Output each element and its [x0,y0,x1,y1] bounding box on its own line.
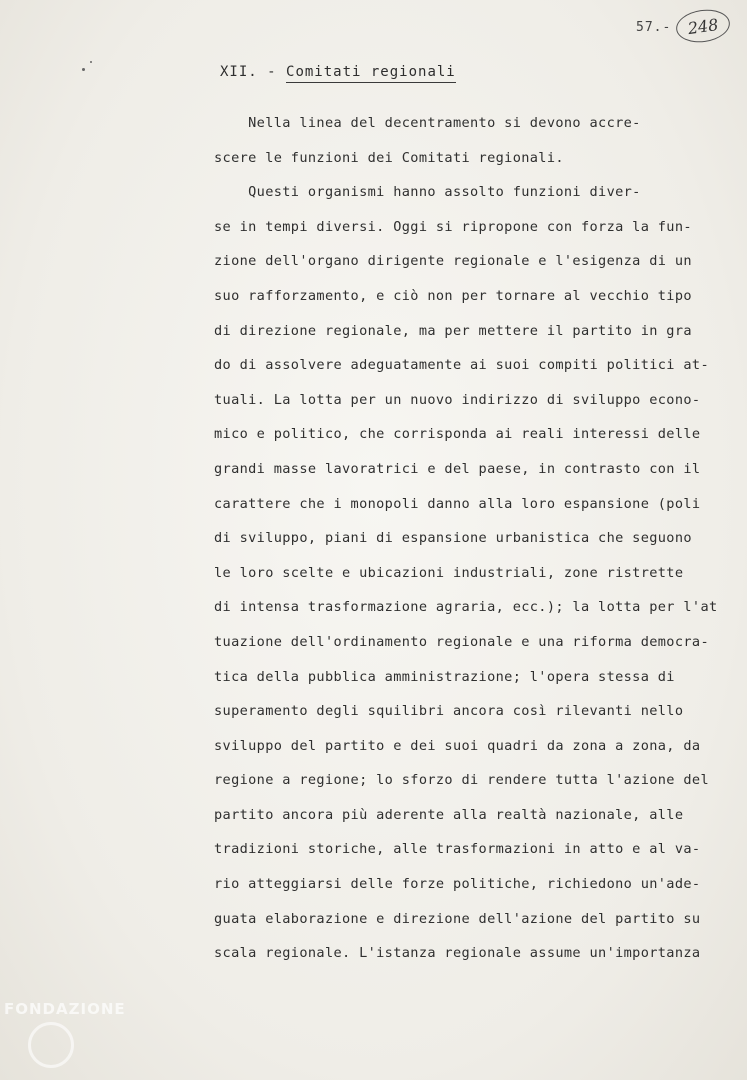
text-line: suo rafforzamento, e ciò non per tornare al vecchio tipo [214,287,692,304]
text-line: se in tempi diversi. Oggi si ripropone con forza la fun- [214,218,692,235]
ink-speck [82,68,85,71]
text-line: scala regionale. L'istanza regionale assume un'importanza [214,945,701,962]
text-line: di sviluppo, piani di espansione urbanistica che seguono [214,530,692,547]
text-line: do di assolvere adeguatamente ai suoi compiti politici at- [214,357,709,374]
text-line: zione dell'organo dirigente regionale e l'esigenza di un [214,253,692,270]
archive-number-stamp [674,6,732,45]
text-line: di intensa trasformazione agraria, ecc.); la lotta per l'at [214,599,718,616]
section-title: Comitati regionali [286,64,456,83]
text-line: sviluppo del partito e dei suoi quadri da zona a zona, da [214,737,701,754]
text-line: le loro scelte e ubicazioni industriali, zone ristrette [214,564,684,581]
page-number: 57.- [636,20,672,35]
section-heading [220,64,456,80]
archive-number: 248 [686,14,720,38]
text-line: Questi organismi hanno assolto funzioni diver- [214,184,641,201]
section-number: XII. - [220,64,287,80]
watermark-text: FONDAZIONE [4,1000,126,1018]
text-line: di direzione regionale, ma per mettere il partito in gra [214,322,692,339]
text-line: partito ancora più aderente alla realtà nazionale, alle [214,806,684,823]
text-line: grandi masse lavoratrici e del paese, in contrasto con il [214,460,701,477]
text-line: tuali. La lotta per un nuovo indirizzo di sviluppo econo- [214,391,701,408]
ink-speck [90,61,92,63]
text-line: rio atteggiarsi delle forze politiche, richiedono un'ade- [214,876,701,893]
text-line: regione a regione; lo sforzo di rendere tutta l'azione del [214,772,709,789]
text-line: scere le funzioni dei Comitati regionali. [214,149,564,166]
text-line: tica della pubblica amministrazione; l'opera stessa di [214,668,675,685]
text-line: tuazione dell'ordinamento regionale e una riforma democra- [214,633,709,650]
text-line: mico e politico, che corrisponda ai reali interessi delle [214,426,701,443]
text-line: carattere che i monopoli danno alla loro espansione (poli [214,495,701,512]
text-line: tradizioni storiche, alle trasformazioni in atto e al va- [214,841,701,858]
body-text [214,115,729,980]
text-line: Nella linea del decentramento si devono accre- [214,115,641,131]
text-line: guata elaborazione e direzione dell'azione del partito su [214,910,701,927]
text-line: superamento degli squilibri ancora così rilevanti nello [214,703,684,720]
watermark-logo-icon [28,1022,74,1068]
